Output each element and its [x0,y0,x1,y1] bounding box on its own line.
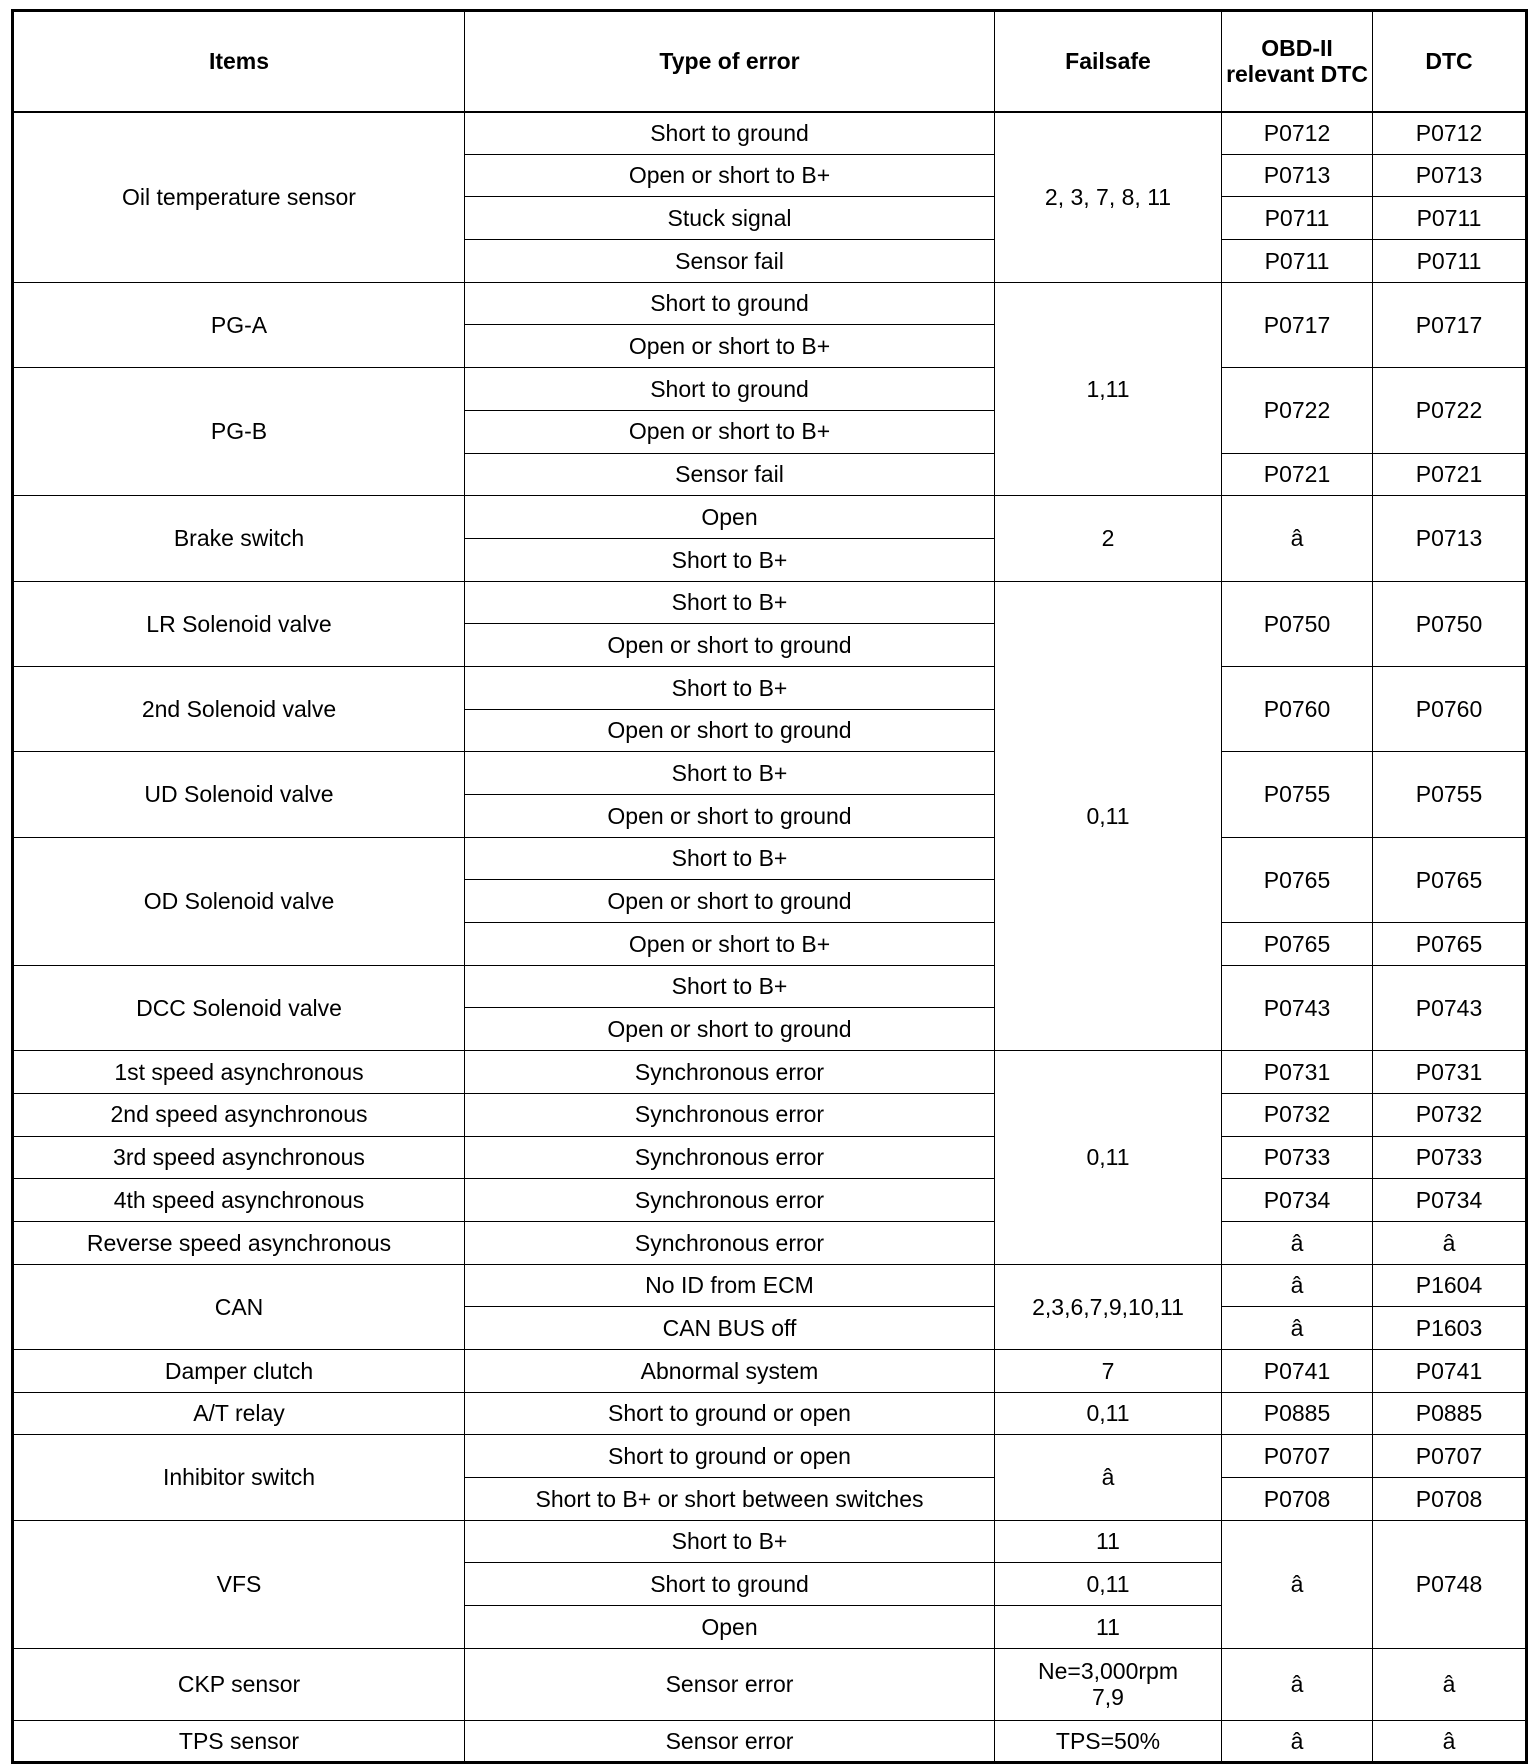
obd-dtc-cell: P0732 [1222,1093,1373,1136]
table-row [13,965,1527,1008]
item-cell: OD Solenoid valve [13,837,465,965]
failsafe-cell: 2,3,6,7,9,10,11 [995,1264,1222,1349]
error-type-cell: Open or short to B+ [465,325,995,368]
dtc-cell: P0731 [1373,1051,1527,1094]
error-type-cell: Short to B+ [465,538,995,581]
error-type-cell: Open or short to B+ [465,923,995,966]
header-dtc: DTC [1373,11,1527,112]
item-cell: PG-A [13,282,465,367]
dtc-cell: P0717 [1373,282,1527,367]
error-type-cell: Open or short to ground [465,624,995,667]
header-type-of-error: Type of error [465,11,995,112]
table-row [13,1051,1527,1094]
obd-dtc-cell: P0712 [1222,112,1373,155]
dtc-cell: P1604 [1373,1264,1527,1307]
failsafe-cell: 11 [995,1606,1222,1649]
failsafe-cell: â [995,1435,1222,1520]
failsafe-cell: 0,11 [995,1563,1222,1606]
dtc-cell: P0734 [1373,1179,1527,1222]
dtc-cell: P0750 [1373,581,1527,666]
dtc-cell: P0712 [1373,112,1527,155]
dtc-cell: P0741 [1373,1349,1527,1392]
table-row [13,1720,1527,1763]
dtc-cell: P0755 [1373,752,1527,837]
item-cell: 4th speed asynchronous [13,1179,465,1222]
dtc-cell: P1603 [1373,1307,1527,1350]
error-type-cell: CAN BUS off [465,1307,995,1350]
dtc-cell: â [1373,1648,1527,1720]
table-row [13,368,1527,411]
dtc-cell: P0885 [1373,1392,1527,1435]
dtc-cell: â [1373,1221,1527,1264]
table-row [13,1435,1527,1478]
error-type-cell: Short to B+ [465,837,995,880]
dtc-table [11,9,1528,1764]
dtc-cell: P0707 [1373,1435,1527,1478]
item-cell: Damper clutch [13,1349,465,1392]
dtc-cell: P0765 [1373,837,1527,922]
item-cell: 2nd speed asynchronous [13,1093,465,1136]
error-type-cell: Synchronous error [465,1093,995,1136]
obd-dtc-cell: â [1222,1720,1373,1763]
error-type-cell: Abnormal system [465,1349,995,1392]
error-type-cell: Open [465,1606,995,1649]
table-row [13,581,1527,624]
obd-dtc-cell: P0722 [1222,368,1373,453]
dtc-cell: P0713 [1373,154,1527,197]
error-type-cell: Short to ground [465,1563,995,1606]
obd-dtc-cell: P0734 [1222,1179,1373,1222]
error-type-cell: Sensor error [465,1720,995,1763]
item-cell: A/T relay [13,1392,465,1435]
obd-dtc-cell: P0741 [1222,1349,1373,1392]
dtc-cell: â [1373,1720,1527,1763]
table-row [13,1136,1527,1179]
dtc-cell: P0711 [1373,240,1527,283]
dtc-cell: P0711 [1373,197,1527,240]
table-row [13,752,1527,795]
error-type-cell: No ID from ECM [465,1264,995,1307]
failsafe-cell: 7 [995,1349,1222,1392]
error-type-cell: Sensor fail [465,240,995,283]
obd-dtc-cell: P0760 [1222,666,1373,751]
failsafe-cell: 2, 3, 7, 8, 11 [995,112,1222,283]
item-cell: Brake switch [13,496,465,581]
error-type-cell: Synchronous error [465,1179,995,1222]
error-type-cell: Open [465,496,995,539]
error-type-cell: Short to ground or open [465,1392,995,1435]
obd-dtc-cell: â [1222,1520,1373,1648]
header-failsafe: Failsafe [995,11,1222,112]
obd-dtc-cell: â [1222,496,1373,581]
dtc-cell: P0713 [1373,496,1527,581]
header-row [13,11,1527,112]
obd-dtc-cell: P0743 [1222,965,1373,1050]
failsafe-cell: 0,11 [995,581,1222,1051]
error-type-cell: Stuck signal [465,197,995,240]
item-cell: DCC Solenoid valve [13,965,465,1050]
obd-dtc-cell: P0731 [1222,1051,1373,1094]
error-type-cell: Open or short to B+ [465,410,995,453]
error-type-cell: Synchronous error [465,1136,995,1179]
item-cell: 3rd speed asynchronous [13,1136,465,1179]
error-type-cell: Synchronous error [465,1051,995,1094]
dtc-cell: P0708 [1373,1478,1527,1521]
header-obd-ii-relevant-dtc: OBD-II relevant DTC [1222,11,1373,112]
dtc-cell: P0721 [1373,453,1527,496]
dtc-cell: P0732 [1373,1093,1527,1136]
obd-dtc-cell: P0708 [1222,1478,1373,1521]
error-type-cell: Short to B+ [465,752,995,795]
item-cell: Inhibitor switch [13,1435,465,1520]
item-cell: Reverse speed asynchronous [13,1221,465,1264]
table-row [13,1264,1527,1307]
error-type-cell: Synchronous error [465,1221,995,1264]
dtc-cell: P0748 [1373,1520,1527,1648]
failsafe-cell: Ne=3,000rpm 7,9 [995,1648,1222,1720]
error-type-cell: Sensor error [465,1648,995,1720]
item-cell: UD Solenoid valve [13,752,465,837]
dtc-cell: P0722 [1373,368,1527,453]
obd-dtc-cell: â [1222,1648,1373,1720]
error-type-cell: Open or short to ground [465,709,995,752]
table-row [13,1093,1527,1136]
error-type-cell: Short to B+ [465,666,995,709]
obd-dtc-cell: P0717 [1222,282,1373,367]
table-row [13,112,1527,155]
error-type-cell: Short to B+ [465,965,995,1008]
error-type-cell: Short to B+ or short between switches [465,1478,995,1521]
error-type-cell: Open or short to ground [465,880,995,923]
dtc-cell: P0743 [1373,965,1527,1050]
error-type-cell: Short to B+ [465,581,995,624]
error-type-cell: Short to B+ [465,1520,995,1563]
dtc-cell: P0760 [1373,666,1527,751]
table-row [13,282,1527,325]
table-row [13,1349,1527,1392]
failsafe-cell: 0,11 [995,1392,1222,1435]
obd-dtc-cell: P0733 [1222,1136,1373,1179]
error-type-cell: Open or short to ground [465,795,995,838]
table-row [13,666,1527,709]
obd-dtc-cell: â [1222,1221,1373,1264]
error-type-cell: Open or short to B+ [465,154,995,197]
error-type-cell: Short to ground [465,368,995,411]
obd-dtc-cell: â [1222,1264,1373,1307]
item-cell: CAN [13,1264,465,1349]
table-row [13,1392,1527,1435]
obd-dtc-cell: P0721 [1222,453,1373,496]
obd-dtc-cell: â [1222,1307,1373,1350]
item-cell: CKP sensor [13,1648,465,1720]
table-row [13,1648,1527,1720]
obd-dtc-cell: P0885 [1222,1392,1373,1435]
item-cell: PG-B [13,368,465,496]
error-type-cell: Sensor fail [465,453,995,496]
dtc-cell: P0765 [1373,923,1527,966]
table-row [13,1221,1527,1264]
obd-dtc-cell: P0755 [1222,752,1373,837]
failsafe-cell: 0,11 [995,1051,1222,1264]
failsafe-cell: TPS=50% [995,1720,1222,1763]
header-items: Items [13,11,465,112]
dtc-cell: P0733 [1373,1136,1527,1179]
error-type-cell: Open or short to ground [465,1008,995,1051]
error-type-cell: Short to ground [465,112,995,155]
obd-dtc-cell: P0765 [1222,837,1373,922]
obd-dtc-cell: P0750 [1222,581,1373,666]
item-cell: LR Solenoid valve [13,581,465,666]
item-cell: 1st speed asynchronous [13,1051,465,1094]
error-type-cell: Short to ground [465,282,995,325]
item-cell: TPS sensor [13,1720,465,1763]
obd-dtc-cell: P0765 [1222,923,1373,966]
failsafe-cell: 2 [995,496,1222,581]
item-cell: VFS [13,1520,465,1648]
obd-dtc-cell: P0711 [1222,197,1373,240]
failsafe-cell: 1,11 [995,282,1222,495]
failsafe-cell: 11 [995,1520,1222,1563]
table-row [13,1179,1527,1222]
error-type-cell: Short to ground or open [465,1435,995,1478]
obd-dtc-cell: P0707 [1222,1435,1373,1478]
item-cell: Oil temperature sensor [13,112,465,283]
table-row [13,496,1527,539]
obd-dtc-cell: P0713 [1222,154,1373,197]
table-row [13,837,1527,880]
obd-dtc-cell: P0711 [1222,240,1373,283]
table-row [13,1520,1527,1563]
item-cell: 2nd Solenoid valve [13,666,465,751]
